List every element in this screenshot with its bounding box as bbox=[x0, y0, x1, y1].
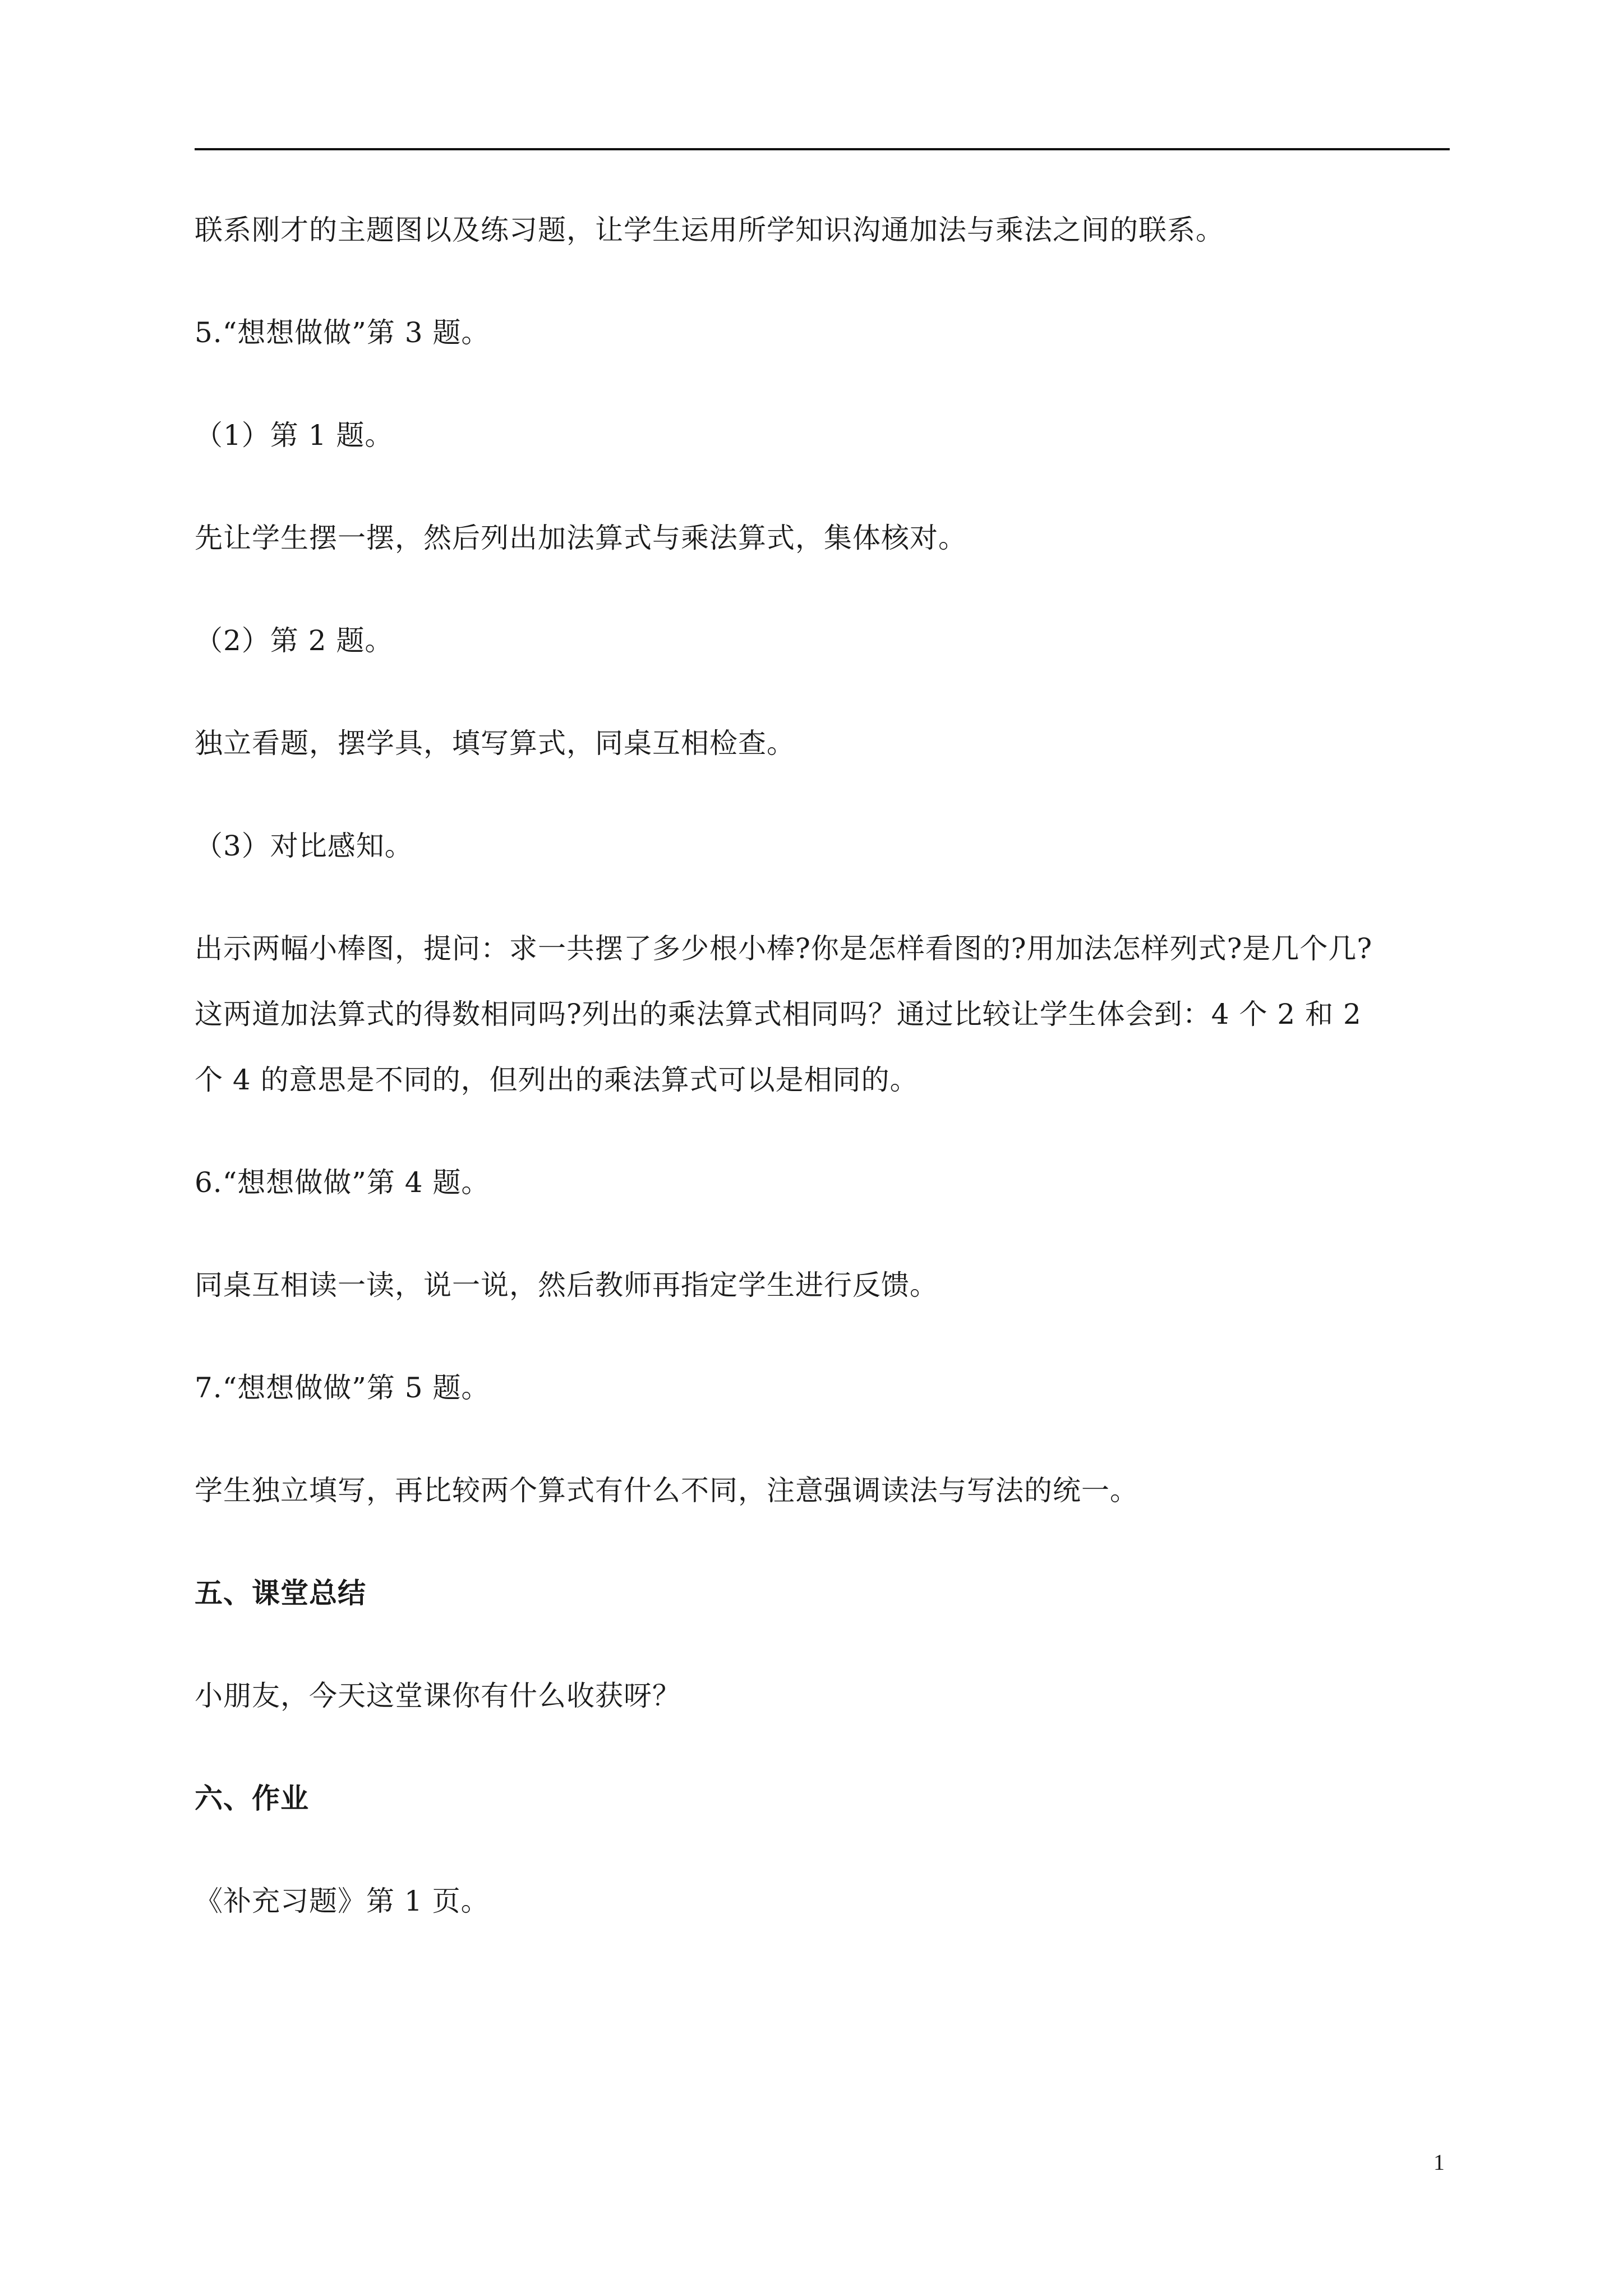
item-7-heading: 7.“想想做做”第 5 题。 bbox=[195, 1372, 490, 1404]
paragraph-compare-line-3: 个 4 的意思是不同的，但列出的乘法算式可以是相同的。 bbox=[195, 1064, 919, 1096]
paragraph-item-6: 同桌互相读一读，说一说，然后教师再指定学生进行反馈。 bbox=[195, 1269, 938, 1301]
section-homework-heading: 六、作业 bbox=[195, 1782, 309, 1815]
item-5-heading: 5.“想想做做”第 3 题。 bbox=[195, 316, 490, 349]
section-summary-heading: 五、课堂总结 bbox=[195, 1577, 366, 1609]
paragraph-sub-item-1: 先让学生摆一摆，然后列出加法算式与乘法算式，集体核对。 bbox=[195, 522, 967, 554]
sub-item-3-heading: （3）对比感知。 bbox=[195, 830, 413, 862]
paragraph-compare-line-2: 这两道加法算式的得数相同吗?列出的乘法算式相同吗？通过比较让学生体会到：4 个 2 和 2 bbox=[195, 998, 1362, 1030]
header-rule bbox=[195, 148, 1450, 150]
sub-item-2-heading: （2）第 2 题。 bbox=[195, 624, 394, 657]
paragraph-compare-line-1: 出示两幅小棒图，提问：求一共摆了多少根小棒?你是怎样看图的?用加法怎样列式?是几个几? bbox=[195, 932, 1373, 965]
paragraph-sub-item-2: 独立看题，摆学具，填写算式，同桌互相检查。 bbox=[195, 727, 795, 760]
paragraph-summary: 小朋友，今天这堂课你有什么收获呀？ bbox=[195, 1680, 681, 1712]
paragraph-item-7: 学生独立填写，再比较两个算式有什么不同，注意强调读法与写法的统一。 bbox=[195, 1474, 1138, 1507]
item-6-heading: 6.“想想做做”第 4 题。 bbox=[195, 1166, 490, 1199]
paragraph-homework: 《补充习题》第 1 页。 bbox=[195, 1885, 490, 1917]
sub-item-1-heading: （1）第 1 题。 bbox=[195, 419, 394, 452]
page-number: 1 bbox=[1433, 2150, 1445, 2175]
paragraph-addition-multiplication-link: 联系刚才的主题图以及练习题，让学生运用所学知识沟通加法与乘法之间的联系。 bbox=[195, 214, 1224, 246]
